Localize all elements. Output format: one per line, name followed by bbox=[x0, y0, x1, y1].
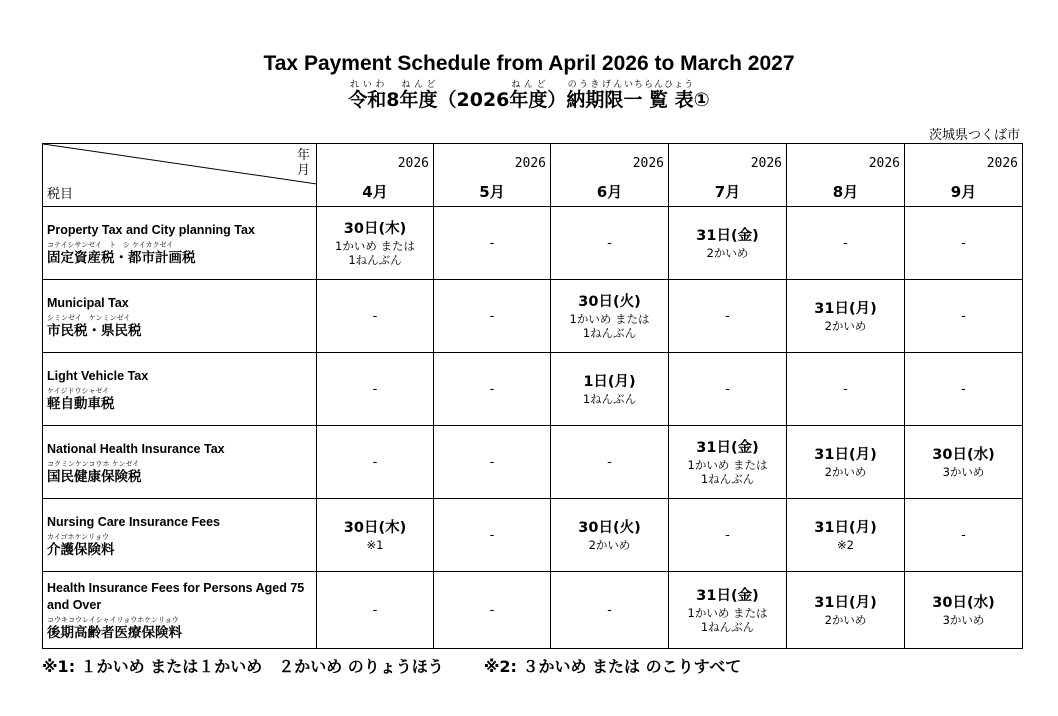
tax-name-cell bbox=[43, 207, 317, 280]
due-date-cell bbox=[787, 207, 905, 280]
due-date-cell bbox=[905, 426, 1023, 499]
due-date-cell bbox=[317, 499, 434, 572]
due-date: 31日(月) bbox=[814, 519, 877, 536]
subtitle-segment: 納期限のうきげん bbox=[566, 80, 624, 111]
due-date-cell bbox=[787, 280, 905, 353]
due-date-cell bbox=[434, 572, 551, 649]
no-due-dash: - bbox=[843, 381, 848, 397]
no-due-dash: - bbox=[489, 527, 495, 543]
due-date-cell bbox=[669, 280, 787, 353]
tax-name-jp: 後期高齢者医療保険料 bbox=[47, 625, 182, 641]
due-date-cell bbox=[434, 353, 551, 426]
due-date-cell bbox=[669, 499, 787, 572]
month-header bbox=[669, 144, 787, 207]
due-date: 31日(金) bbox=[696, 227, 759, 244]
table-row bbox=[43, 426, 1023, 499]
month-label: 4月 bbox=[362, 183, 388, 201]
tax-name-en: Health Insurance Fees for Persons Aged 75 and Over bbox=[47, 581, 305, 612]
subtitle-segment: 年度ねんど bbox=[509, 80, 548, 111]
diagonal-line bbox=[43, 144, 316, 206]
no-due-dash: - bbox=[372, 381, 378, 397]
tax-name-jp: 市民税・県民税 bbox=[47, 322, 142, 339]
tax-name-cell bbox=[43, 280, 317, 353]
no-due-dash: - bbox=[489, 308, 495, 324]
table-row bbox=[43, 353, 1023, 426]
installment-note: 3かいめ bbox=[942, 612, 985, 627]
installment-note: 1かいめ または bbox=[687, 605, 768, 620]
due-date-cell bbox=[551, 499, 669, 572]
no-due-dash: - bbox=[489, 235, 495, 251]
installment-note: 2かいめ bbox=[706, 245, 749, 260]
month-header bbox=[434, 144, 551, 207]
installment-note: 1かいめ または bbox=[569, 311, 650, 326]
due-date-cell bbox=[669, 207, 787, 280]
tax-name-en: Light Vehicle Tax bbox=[47, 368, 149, 383]
due-date-cell bbox=[905, 572, 1023, 649]
due-date: 31日(金) bbox=[696, 439, 759, 456]
installment-note: 1ねんぶん bbox=[348, 252, 402, 267]
subtitle-segment: 8 bbox=[386, 89, 400, 111]
month-year: 2026 bbox=[514, 156, 546, 171]
due-date: 30日(木) bbox=[343, 220, 407, 237]
due-date-cell bbox=[787, 353, 905, 426]
due-date-cell bbox=[551, 426, 669, 499]
installment-note: ※2 bbox=[837, 537, 854, 552]
no-due-dash: - bbox=[725, 527, 730, 543]
no-due-dash: - bbox=[489, 454, 495, 470]
tax-name-en: Municipal Tax bbox=[47, 295, 129, 310]
footnotes bbox=[42, 654, 781, 677]
tax-name-jp: 介護保険料 bbox=[47, 541, 115, 558]
no-due-dash: - bbox=[607, 454, 612, 470]
subtitle-segment: 令和れいわ bbox=[348, 80, 387, 111]
month-header bbox=[787, 144, 905, 207]
due-date: 31日(月) bbox=[814, 300, 877, 317]
due-date-cell bbox=[317, 353, 434, 426]
month-label: 7月 bbox=[714, 183, 741, 201]
subtitle-segment: 年度ねんど bbox=[399, 80, 438, 111]
installment-note: 3かいめ bbox=[942, 464, 985, 479]
table-row bbox=[43, 207, 1023, 280]
due-date-cell bbox=[905, 353, 1023, 426]
due-date-cell bbox=[669, 426, 787, 499]
no-due-dash: - bbox=[961, 381, 966, 397]
subtitle-segment: ） bbox=[547, 89, 567, 111]
footnote: ※2: ３かいめ または のこりすべて bbox=[483, 657, 742, 676]
month-year: 2026 bbox=[397, 156, 429, 171]
due-date-cell bbox=[669, 353, 787, 426]
tax-name-cell bbox=[43, 353, 317, 426]
subtitle-segment: 一 覧 表いちらんひょう bbox=[623, 80, 694, 111]
installment-note: 1ねんぶん bbox=[700, 471, 755, 486]
due-date-cell bbox=[787, 499, 905, 572]
table-row bbox=[43, 280, 1023, 353]
due-date-cell bbox=[434, 426, 551, 499]
no-due-dash: - bbox=[372, 308, 378, 324]
no-due-dash: - bbox=[607, 235, 612, 251]
due-date-cell bbox=[787, 426, 905, 499]
month-year: 2026 bbox=[868, 156, 900, 171]
due-date-cell bbox=[551, 207, 669, 280]
footnote: ※1: １かいめ または１かいめ ２かいめ のりょうほう bbox=[42, 657, 444, 676]
no-due-dash: - bbox=[961, 527, 966, 543]
tax-name-en: Property Tax and City planning Tax bbox=[47, 222, 255, 237]
due-date: 31日(金) bbox=[696, 587, 759, 604]
due-date: 30日(火) bbox=[578, 293, 641, 310]
corner-tax-label: 税目 bbox=[47, 187, 74, 202]
subtitle-segment: （2026 bbox=[437, 89, 510, 111]
due-date-cell bbox=[317, 572, 434, 649]
month-label: 9月 bbox=[950, 183, 977, 201]
due-date-cell bbox=[787, 572, 905, 649]
month-header bbox=[551, 144, 669, 207]
due-date-cell bbox=[551, 572, 669, 649]
subtitle-segment: ① bbox=[693, 89, 710, 111]
due-date-cell bbox=[317, 280, 434, 353]
installment-note: 2かいめ bbox=[824, 612, 867, 627]
month-year: 2026 bbox=[750, 156, 782, 171]
tax-name-kana: コウキコウレイシャイリョウホケンリョウ bbox=[47, 616, 179, 624]
month-year: 2026 bbox=[986, 156, 1018, 171]
page-title: Tax Payment Schedule from April 2026 to March 2027 bbox=[263, 52, 795, 75]
tax-name-jp: 国民健康保険税 bbox=[47, 468, 142, 485]
due-date-cell bbox=[905, 207, 1023, 280]
corner-year-label: 年 bbox=[296, 148, 310, 163]
installment-note: 1ねんぶん bbox=[582, 391, 637, 406]
header-row bbox=[43, 144, 1023, 207]
due-date-cell bbox=[434, 207, 551, 280]
tax-name-kana: コクミンケンコウホ ケンゼイ bbox=[47, 459, 140, 468]
due-date: 30日(木) bbox=[343, 519, 407, 536]
no-due-dash: - bbox=[607, 602, 612, 618]
due-date-cell bbox=[317, 207, 434, 280]
month-year: 2026 bbox=[632, 156, 664, 171]
tax-name-cell bbox=[43, 572, 317, 649]
tax-name-cell bbox=[43, 499, 317, 572]
page-subtitle bbox=[0, 80, 1058, 112]
due-date: 31日(月) bbox=[814, 594, 877, 611]
no-due-dash: - bbox=[372, 602, 378, 618]
no-due-dash: - bbox=[843, 235, 848, 251]
due-date: 30日(水) bbox=[932, 594, 995, 611]
corner-month-label: 月 bbox=[296, 163, 310, 178]
tax-name-jp: 固定資産税・都市計画税 bbox=[47, 249, 196, 266]
no-due-dash: - bbox=[489, 381, 495, 397]
installment-note: 2かいめ bbox=[824, 318, 867, 333]
due-date-cell bbox=[434, 499, 551, 572]
installment-note: 1かいめ または bbox=[687, 457, 768, 472]
no-due-dash: - bbox=[961, 235, 966, 251]
corner-cell bbox=[43, 144, 317, 207]
tax-name-kana: カイゴホケンリョウ bbox=[47, 532, 109, 541]
due-date-cell bbox=[434, 280, 551, 353]
tax-name-kana: コテイシサンゼイ ト シ ケイカクゼイ bbox=[47, 240, 174, 249]
month-label: 8月 bbox=[832, 183, 859, 201]
schedule-table bbox=[42, 143, 1023, 649]
tax-name-jp: 軽自動車税 bbox=[47, 395, 115, 412]
month-label: 6月 bbox=[596, 183, 623, 201]
installment-note: 1ねんぶん bbox=[582, 325, 637, 340]
no-due-dash: - bbox=[372, 454, 378, 470]
month-header bbox=[905, 144, 1023, 207]
installment-note: 1ねんぶん bbox=[700, 619, 755, 634]
due-date-cell bbox=[551, 353, 669, 426]
due-date-cell bbox=[905, 499, 1023, 572]
table-row bbox=[43, 499, 1023, 572]
due-date: 30日(水) bbox=[932, 446, 995, 463]
tax-name-kana: ケイジドウシャゼイ bbox=[47, 386, 110, 395]
due-date-cell bbox=[905, 280, 1023, 353]
no-due-dash: - bbox=[725, 381, 730, 397]
due-date-cell bbox=[317, 426, 434, 499]
due-date-cell bbox=[669, 572, 787, 649]
month-header bbox=[317, 144, 434, 207]
due-date-cell bbox=[551, 280, 669, 353]
installment-note: 1かいめ または bbox=[335, 238, 415, 253]
due-date: 30日(火) bbox=[578, 519, 641, 536]
city-name: 茨城県つくば市 bbox=[928, 128, 1020, 143]
tax-name-en: National Health Insurance Tax bbox=[47, 441, 225, 456]
tax-name-kana: シミンゼイ ケンミンゼイ bbox=[47, 313, 131, 322]
installment-note: 2かいめ bbox=[588, 537, 631, 552]
tax-name-en: Nursing Care Insurance Fees bbox=[47, 514, 220, 529]
month-label: 5月 bbox=[479, 183, 505, 201]
installment-note: ※1 bbox=[366, 537, 384, 552]
due-date: 31日(月) bbox=[814, 446, 877, 463]
due-date: 1日(月) bbox=[583, 373, 636, 390]
installment-note: 2かいめ bbox=[824, 464, 867, 479]
no-due-dash: - bbox=[961, 308, 966, 324]
no-due-dash: - bbox=[725, 308, 730, 324]
table-row bbox=[43, 572, 1023, 649]
tax-name-cell bbox=[43, 426, 317, 499]
no-due-dash: - bbox=[489, 602, 495, 618]
